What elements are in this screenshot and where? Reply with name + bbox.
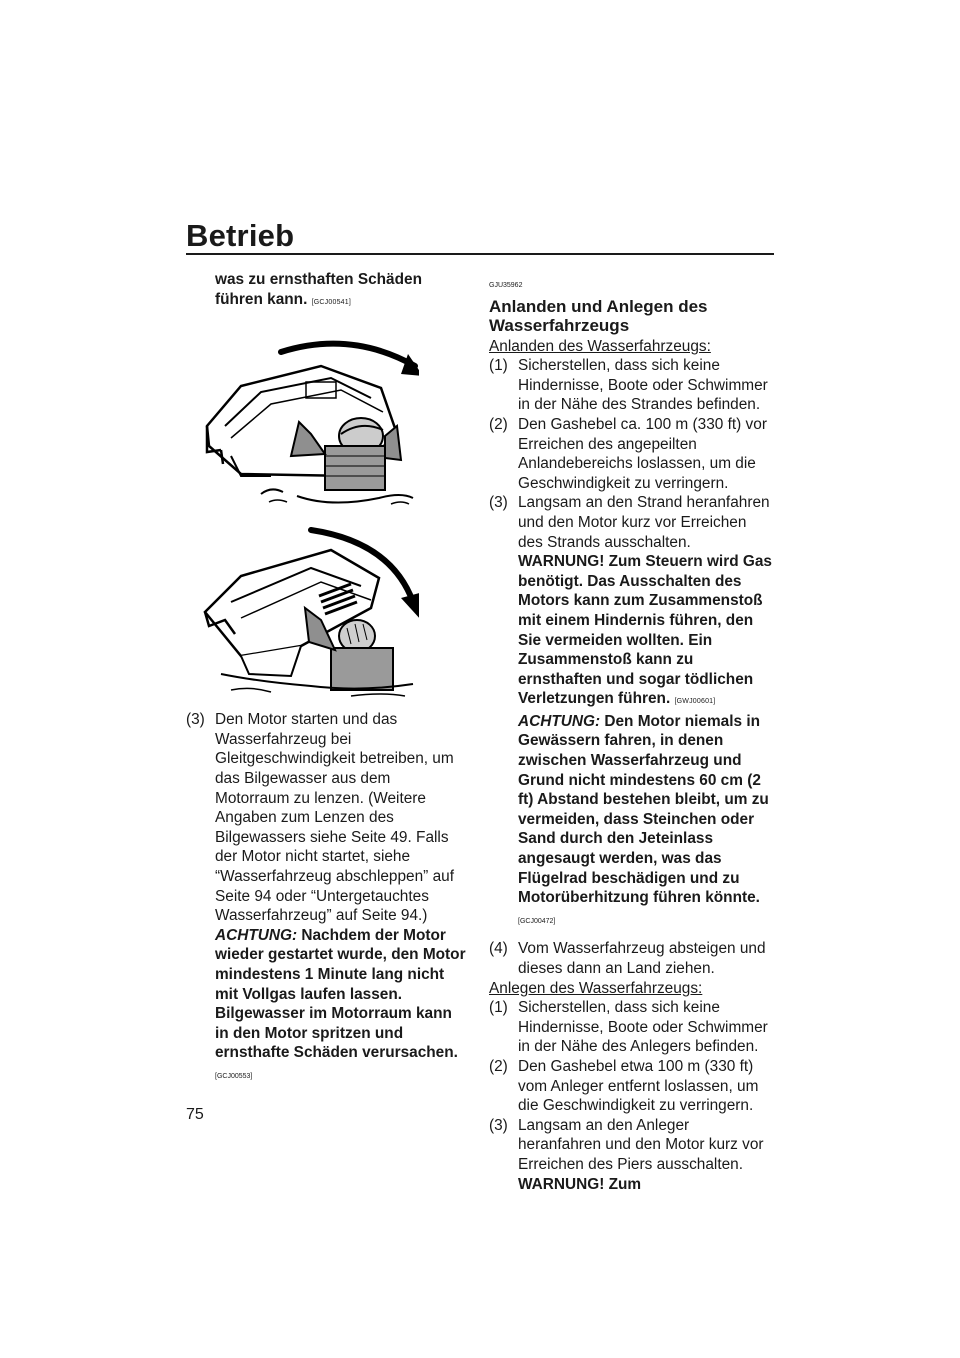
caution-label: ACHTUNG: bbox=[518, 712, 601, 730]
caution-text: Nachdem der Motor wieder gestartet wurde, den Motor mindestens 1 Minute lang nicht mit Vollgas laufen lassen. Bilgewasser im Motorraum kann in den Motor spritzen und ernsthafte Schäden verursachen. bbox=[215, 926, 466, 1062]
righting-watercraft-illustration-2 bbox=[201, 524, 419, 700]
step-number: (2) bbox=[489, 1057, 508, 1075]
docking-heading: Anlegen des Wasserfahrzeugs: bbox=[489, 979, 703, 997]
step-number: (1) bbox=[489, 999, 508, 1017]
landing-step-3 bbox=[489, 493, 775, 931]
caution-code: [GCJ00553] bbox=[215, 1072, 253, 1080]
step-number: (1) bbox=[489, 357, 508, 375]
section-code: GJU35962 bbox=[489, 282, 523, 289]
step-number: (4) bbox=[489, 940, 508, 958]
step-text: Langsam an den Strand heranfahren und den Motor kurz vor Erreichen des Strands ausschalten. bbox=[518, 494, 770, 551]
landing-step-2 bbox=[489, 415, 775, 493]
warning-continuation-text: was zu ernsthaften Schäden führen kann. bbox=[215, 271, 422, 308]
landing-heading: Anlanden des Wasserfahrzeugs: bbox=[489, 337, 711, 355]
step-text: Den Motor starten und das Wasserfahrzeug bei Gleitgeschwindigkeit betreiben, um das Bilgewasser aus dem Motorraum zu lenzen. (Weitere Angaben zum Lenzen des Bilgewassers siehe Seite 49. Falls der Motor nicht startet, siehe “Wasserfahrzeug abschleppen” auf Seite 94 oder “Untergetauchtes Wasserfahrzeug” auf Seite 94.) bbox=[215, 711, 454, 925]
step-text: Den Gashebel etwa 100 m (330 ft) vom Anleger entfernt loslassen, um die Geschwindigkeit zu verringern. bbox=[518, 1057, 759, 1115]
docking-step-1 bbox=[489, 998, 775, 1057]
page-number: 75 bbox=[186, 1106, 204, 1123]
page-header-title: Betrieb bbox=[186, 218, 295, 253]
warning-text: WARNUNG! Zum Steuern wird Gas benötigt. Das Ausschalten des Motors kann zum Zusammenstoß mit einem Hindernis führen, den Sie vermeiden wollten. Ein Zusammenstoß kann zu ernsthaften und sogar tödlichen Verletzungen führen. bbox=[518, 553, 772, 708]
section-title: Anlanden und Anlegen des Wasserfahrzeugs bbox=[489, 296, 708, 335]
step-number: (3) bbox=[489, 1116, 508, 1134]
step-number: (3) bbox=[489, 494, 508, 512]
step-text: Vom Wasserfahrzeug absteigen und dieses dann an Land ziehen. bbox=[518, 940, 766, 977]
warning-text: WARNUNG! Zum bbox=[518, 1175, 642, 1193]
warning-code: [GCJ00541] bbox=[311, 298, 351, 306]
header-rule bbox=[186, 253, 774, 255]
warning-continuation bbox=[186, 270, 468, 312]
step-3-restart bbox=[186, 710, 468, 1086]
docking-step-3 bbox=[489, 1116, 775, 1194]
warning-code: [GWJ00601] bbox=[674, 698, 716, 706]
landing-step-4 bbox=[489, 939, 775, 978]
right-column bbox=[489, 276, 775, 1194]
righting-watercraft-illustration-1 bbox=[201, 326, 419, 510]
step-number: (2) bbox=[489, 415, 508, 433]
step-number: (3) bbox=[186, 711, 205, 729]
caution-code: [GCJ00472] bbox=[518, 917, 556, 925]
caution-text: Den Motor niemals in Gewässern fahren, in denen zwischen Wasserfahrzeug und Grund nicht mindestens 60 cm (2 ft) Abstand bestehen bleibt, um zu vermeiden, dass Steinchen oder Sand durch den Jeteinlass angesaugt werden, was das Flügelrad beschädigen und zu Motorüberhitzung führen könnte. bbox=[518, 712, 769, 907]
landing-step-1 bbox=[489, 356, 775, 415]
docking-step-2 bbox=[489, 1057, 775, 1116]
step-text: Langsam an den Anleger heranfahren und den Motor kurz vor Erreichen des Piers ausschalten. bbox=[518, 1116, 764, 1173]
step-text: Sicherstellen, dass sich keine Hindernisse, Boote oder Schwimmer in der Nähe des Strandes befinden. bbox=[518, 357, 768, 414]
caution-label: ACHTUNG: bbox=[215, 926, 298, 944]
step-text: Sicherstellen, dass sich keine Hindernisse, Boote oder Schwimmer in der Nähe des Anlegers befinden. bbox=[518, 999, 768, 1056]
step-text: Den Gashebel ca. 100 m (330 ft) vor Erreichen des angepeilten Anlandebereichs loslassen, um die Geschwindigkeit zu verringern. bbox=[518, 415, 767, 492]
left-column bbox=[186, 270, 468, 1094]
